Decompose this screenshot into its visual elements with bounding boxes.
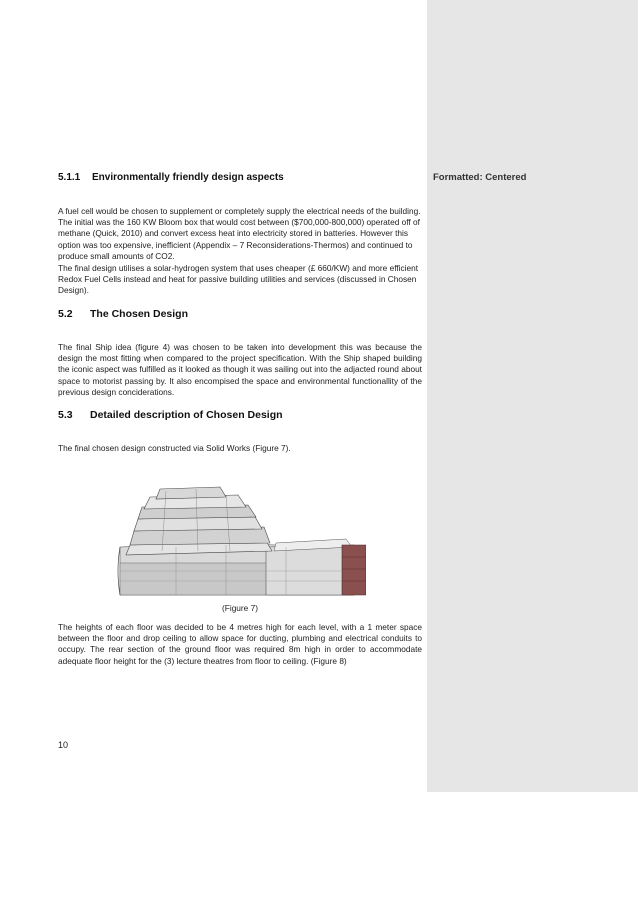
building-figure-image xyxy=(116,485,366,600)
heading-number: 5.1.1 xyxy=(58,172,81,183)
comment-header: Formatted: Centered xyxy=(433,172,527,183)
heading-title: Environmentally friendly design aspects xyxy=(92,172,284,183)
heading-number: 5.2 xyxy=(58,308,73,320)
paragraph-final-design: The final design utilises a solar-hydrogen system that uses cheaper (£ 660/KW) and more efficient Redox Fuel Cells instead and heat for passive building utilities and services (discussed in Chosen Design). xyxy=(58,263,419,296)
heading-number: 5.3 xyxy=(58,409,73,421)
paragraph-chosen-design: The final Ship idea (figure 4) was chosen to be taken into development this was because the design the most fitting when compared to the project specification. With the Ship shaped building the iconic aspect was fulfilled as it looked as though it was sailing out into the adjacted round about space to motorist passing by. It also encompised the space and environmental functionallity of the previous design conciderations. xyxy=(58,342,422,397)
paragraph-floor-heights: The heights of each floor was decided to be 4 metres high for each level, with a 1 meter space between the floor and drop ceiling to allow space for ducting, plumbing and electrical conduits to occupy. The rear section of the ground floor was required 8m high in order to accommodate adequate floor height for the (3) lecture theatres from floor to ceiling. (Figure 8) xyxy=(58,622,422,666)
page-number: 10 xyxy=(58,740,69,750)
heading-5-3 xyxy=(58,409,283,421)
comment-pane xyxy=(427,0,638,792)
heading-5-1-1 xyxy=(58,172,284,183)
heading-title: Detailed description of Chosen Design xyxy=(90,409,283,421)
paragraph-solidworks: The final chosen design constructed via Solid Works (Figure 7). xyxy=(58,443,291,453)
paragraph-fuel-cell: A fuel cell would be chosen to supplement or completely supply the electrical needs of the building. The initial was the 160 KW Bloom box that would cost between ($700,000-800,000) operated off of methane (Quick, 2010) and convert excess heat into electricity stored in batteries. However this option was too expensive, inefficient (Appendix – 7 Reconsiderations-Thermos) and continued to produce small amounts of CO2. xyxy=(58,206,421,261)
figure-caption: (Figure 7) xyxy=(222,603,258,613)
heading-title: The Chosen Design xyxy=(90,308,189,320)
heading-5-2 xyxy=(58,308,188,320)
